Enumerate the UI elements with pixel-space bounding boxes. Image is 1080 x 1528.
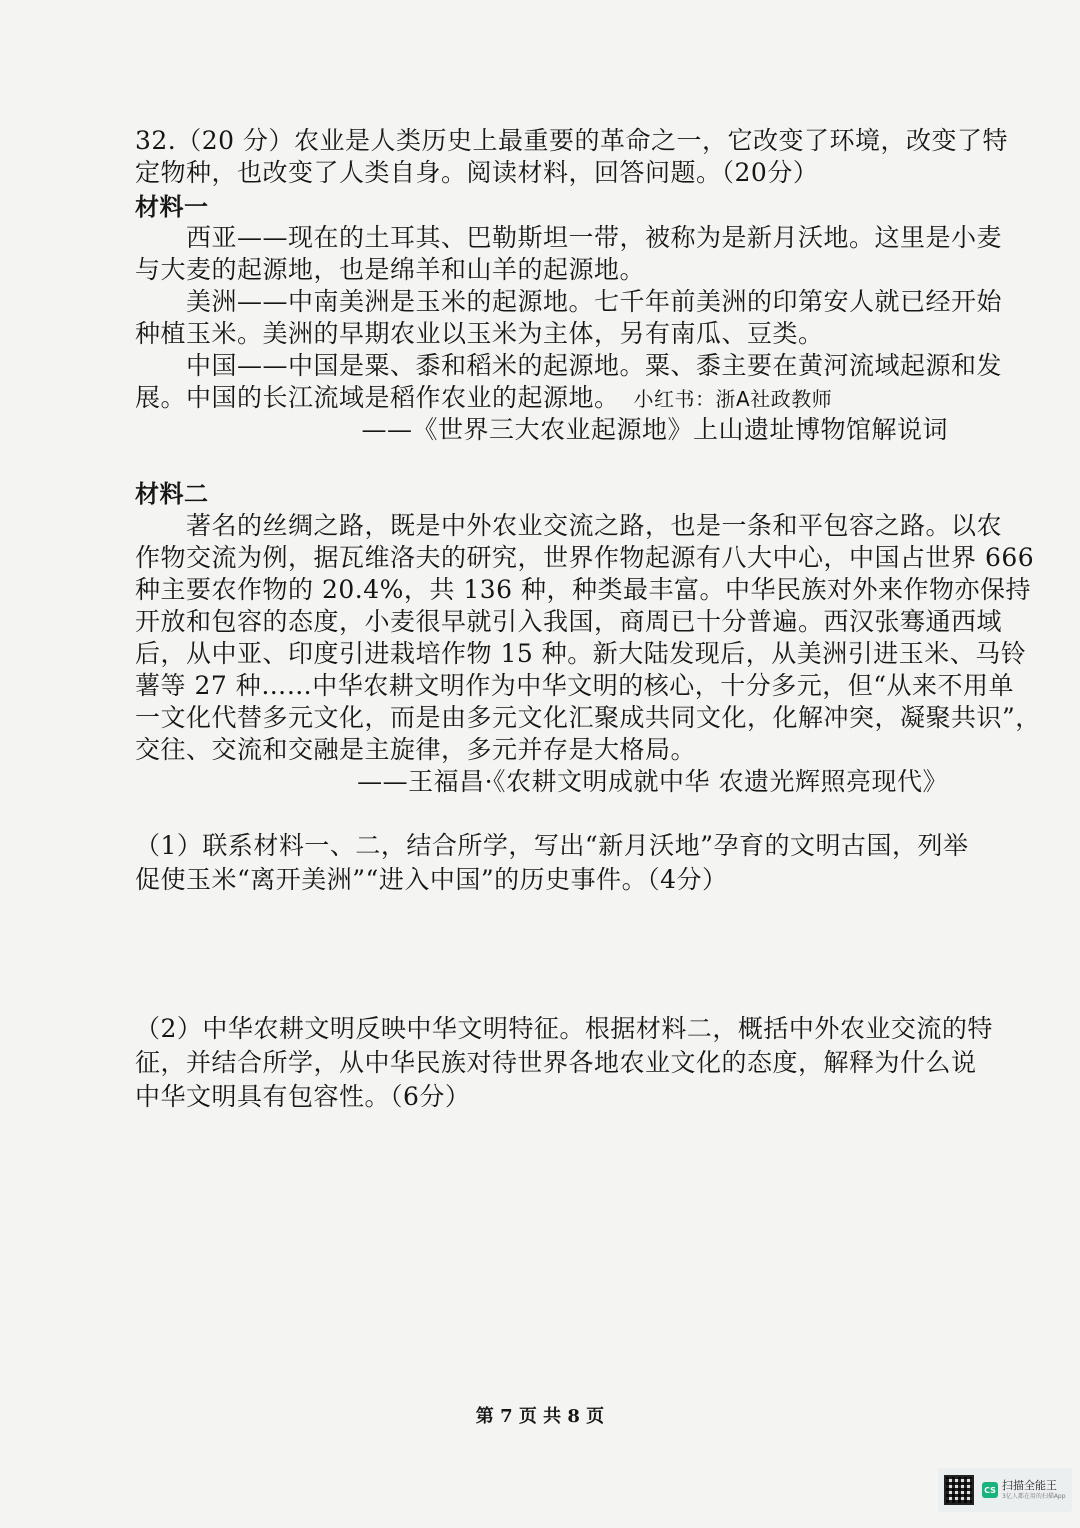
material-1-line: 西亚——现在的土耳其、巴勒斯坦一带，被称为是新月沃地。这里是小麦 bbox=[186, 223, 1003, 252]
question-stem-line-2: 定物种，也改变了人类自身。阅读材料，回答问题。（20分） bbox=[135, 158, 819, 187]
badge-title: 扫描全能王 bbox=[1002, 1479, 1057, 1492]
badge-text bbox=[1002, 1479, 1066, 1501]
material-2-line: 交往、交流和交融是主旋律，多元并存是大格局。 bbox=[135, 735, 697, 764]
watermark-note: 小红书：浙A社政教师 bbox=[633, 387, 833, 411]
badge-subtitle: 3亿人都在用的扫描App bbox=[1002, 1493, 1066, 1500]
qr-code-icon bbox=[944, 1475, 974, 1505]
scanner-app-badge bbox=[938, 1468, 1072, 1512]
subquestion-1-line-1: （1）联系材料一、二，结合所学，写出“新月沃地”孕育的文明古国，列举 bbox=[135, 831, 969, 860]
subquestion-2-line-3: 中华文明具有包容性。（6分） bbox=[135, 1082, 471, 1111]
question-stem-line-1: 32.（20 分）农业是人类历史上最重要的革命之一，它改变了环境，改变了特 bbox=[135, 126, 1009, 155]
subquestion-2-line-1: （2）中华农耕文明反映中华文明特征。根据材料二，概括中外农业交流的特 bbox=[135, 1014, 993, 1043]
material-2-line: 著名的丝绸之路，既是中外农业交流之路，也是一条和平包容之路。以农 bbox=[186, 511, 1003, 540]
material-1-line: 展。中国的长江流域是稻作农业的起源地。 bbox=[135, 383, 620, 412]
material-2-line: 后，从中亚、印度引进栽培作物 15 种。新大陆发现后，从美洲引进玉米、马铃 bbox=[135, 639, 1027, 668]
material-2-line: 作物交流为例，据瓦维洛夫的研究，世界作物起源有八大中心，中国占世界 666 bbox=[135, 543, 1035, 572]
material-1-source: ——《世界三大农业起源地》上山遗址博物馆解说词 bbox=[361, 415, 948, 444]
subquestion-1-line-2: 促使玉米“离开美洲”“进入中国”的历史事件。（4分） bbox=[135, 865, 728, 894]
material-1-line: 中国——中国是粟、黍和稻米的起源地。粟、黍主要在黄河流域起源和发 bbox=[186, 351, 1003, 380]
camscanner-logo-icon: CS bbox=[982, 1482, 998, 1498]
material-2-line: 种主要农作物的 20.4%，共 136 种，种类最丰富。中华民族对外来作物亦保持 bbox=[135, 575, 1031, 604]
material-2-line: 薯等 27 种……中华农耕文明作为中华文明的核心，十分多元，但“从来不用单 bbox=[135, 671, 1014, 700]
material-1-line: 美洲——中南美洲是玉米的起源地。七千年前美洲的印第安人就已经开始 bbox=[186, 287, 1003, 316]
subquestion-2-line-2: 征，并结合所学，从中华民族对待世界各地农业文化的态度，解释为什么说 bbox=[135, 1048, 977, 1077]
material-2-line: 开放和包容的态度，小麦很早就引入我国，商周已十分普遍。西汉张骞通西域 bbox=[135, 607, 1003, 636]
material-1-line: 与大麦的起源地，也是绵羊和山羊的起源地。 bbox=[135, 255, 646, 284]
material-2-label: 材料二 bbox=[135, 479, 209, 508]
material-2-line: 一文化代替多元文化，而是由多元文化汇聚成共同文化，化解冲突，凝聚共识”， bbox=[135, 703, 1041, 732]
material-1-line-with-note bbox=[135, 382, 832, 415]
material-1-label: 材料一 bbox=[135, 192, 209, 221]
material-2-source: ——王福昌·《农耕文明成就中华 农遗光辉照亮现代》 bbox=[357, 767, 948, 796]
page-number: 第 7 页 共 8 页 bbox=[475, 1406, 605, 1427]
material-1-line: 种植玉米。美洲的早期农业以玉米为主体，另有南瓜、豆类。 bbox=[135, 319, 824, 348]
